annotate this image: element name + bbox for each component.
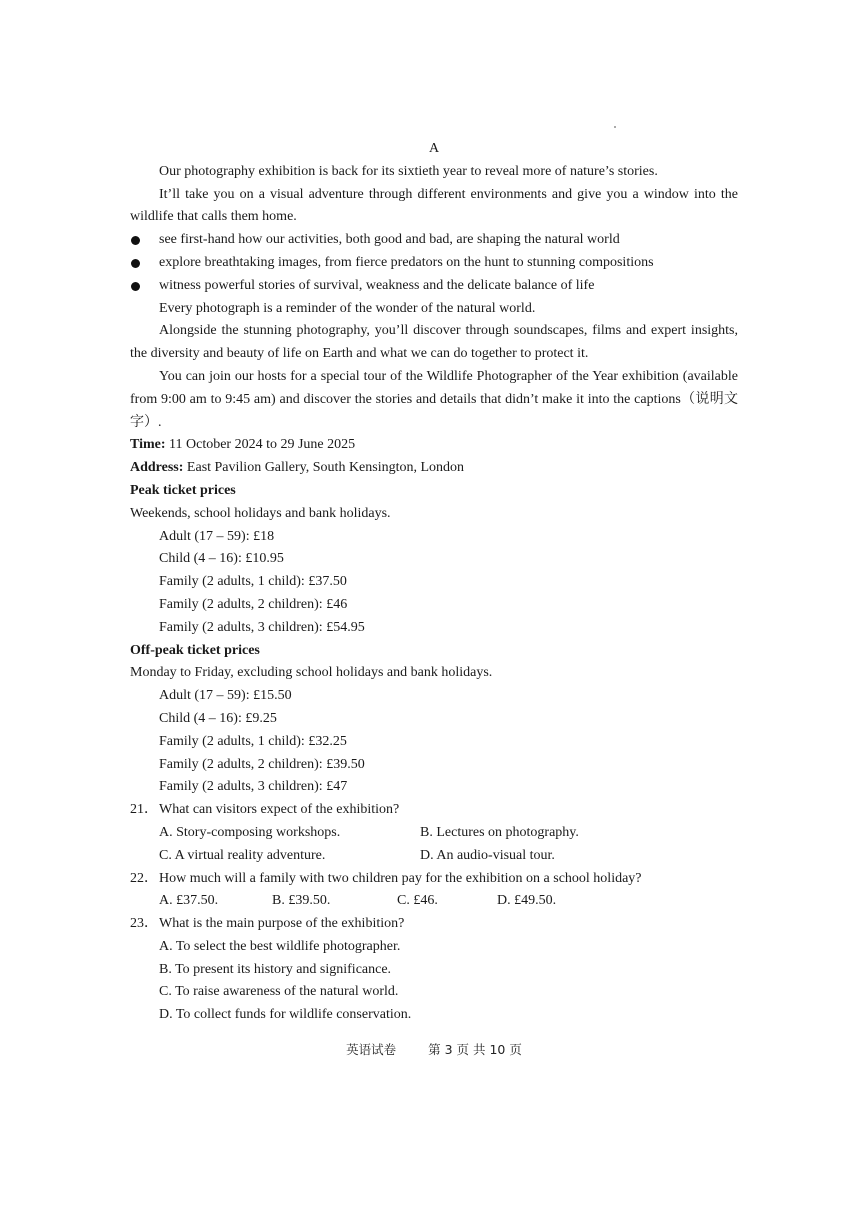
- page-footer: [0, 1040, 868, 1058]
- option-c: C. A virtual reality adventure.: [159, 847, 326, 863]
- question-stem: What can visitors expect of the exhibition?: [159, 802, 400, 818]
- question-stem: What is the main purpose of the exhibition?: [159, 916, 405, 932]
- peak-price-list: [130, 526, 738, 640]
- bullet-item: [130, 229, 738, 252]
- price-item: Child (4 – 16): £9.25: [159, 710, 277, 726]
- price-item: Family (2 adults, 3 children): £47: [159, 779, 348, 795]
- question-number: 21．: [130, 802, 158, 818]
- options-row: [130, 822, 738, 845]
- price-item: Family (2 adults, 1 child): £32.25: [159, 733, 347, 749]
- bullet-text: explore breathtaking images, from fierce predators on the hunt to stunning compositions: [159, 254, 654, 270]
- options-row: [130, 845, 738, 868]
- address-label: Address:: [130, 460, 184, 476]
- options-row: [130, 890, 738, 913]
- question-number: 23．: [130, 916, 158, 932]
- price-item: Adult (17 – 59): £18: [159, 528, 275, 544]
- passage-paragraph-2: It’ll take you on a visual adventure through different environments and give you a window into the wildlife that calls them home.: [130, 186, 738, 225]
- question-23: [130, 913, 738, 936]
- question-number: 22．: [130, 870, 158, 886]
- passage-paragraph-5: You can join our hosts for a special tour of the Wildlife Photographer of the Year exhibition (available from 9:00 am to 9:45 am) and discover the stories and details that didn’t make it into the captions（说明文字）.: [130, 368, 738, 430]
- question-stem: How much will a family with two children pay for the exhibition on a school holiday?: [159, 870, 642, 886]
- bullet-dot-icon: [131, 259, 140, 268]
- option-c: C. £46.: [397, 893, 438, 909]
- offpeak-note: Monday to Friday, excluding school holidays and bank holidays.: [130, 665, 493, 681]
- option-a: A. Story-composing workshops.: [159, 824, 341, 840]
- option-a: A. £37.50.: [159, 893, 219, 909]
- bullet-text: witness powerful stories of survival, weakness and the delicate balance of life: [159, 277, 595, 293]
- scan-speck: [614, 126, 616, 128]
- options-list: [130, 936, 738, 1027]
- question-21: [130, 799, 738, 822]
- option-b: B. To present its history and significance.: [159, 961, 392, 977]
- bullet-item: [130, 252, 738, 275]
- option-b: B. £39.50.: [272, 893, 331, 909]
- passage-paragraph-1: Our photography exhibition is back for its sixtieth year to reveal more of nature’s stories.: [159, 163, 658, 179]
- price-item: Family (2 adults, 3 children): £54.95: [159, 619, 365, 635]
- time-label: Time:: [130, 437, 166, 453]
- exam-page: [130, 138, 738, 1027]
- offpeak-price-list: [130, 685, 738, 799]
- footer-subject: 英语试卷: [346, 1042, 397, 1057]
- time-line: [130, 434, 738, 457]
- section-label: A: [428, 141, 440, 156]
- peak-heading: Peak ticket prices: [130, 482, 236, 498]
- bullet-text: see first-hand how our activities, both good and bad, are shaping the natural world: [159, 232, 620, 248]
- option-d: D. An audio-visual tour.: [420, 847, 555, 863]
- offpeak-heading: Off-peak ticket prices: [130, 642, 260, 658]
- passage-paragraph-4: Alongside the stunning photography, you’ll discover through soundscapes, films and expert insights, the diversity and beauty of life on Earth and what we can do together to protect it.: [130, 323, 738, 362]
- peak-note: Weekends, school holidays and bank holidays.: [130, 505, 391, 521]
- bullet-item: [130, 275, 738, 298]
- price-item: Family (2 adults, 1 child): £37.50: [159, 574, 347, 590]
- option-a: A. To select the best wildlife photographer.: [159, 938, 401, 954]
- bullet-dot-icon: [131, 236, 140, 245]
- option-c: C. To raise awareness of the natural world.: [159, 984, 399, 1000]
- option-b: B. Lectures on photography.: [420, 824, 579, 840]
- price-item: Family (2 adults, 2 children): £39.50: [159, 756, 365, 772]
- passage-paragraph-3: Every photograph is a reminder of the wonder of the natural world.: [159, 300, 536, 316]
- bullet-dot-icon: [131, 282, 140, 291]
- footer-page-number: 第 3 页 共 10 页: [428, 1042, 522, 1057]
- price-item: Child (4 – 16): £10.95: [159, 551, 284, 567]
- question-22: [130, 868, 738, 891]
- option-d: D. £49.50.: [497, 893, 557, 909]
- price-item: Adult (17 – 59): £15.50: [159, 688, 292, 704]
- time-value: 11 October 2024 to 29 June 2025: [165, 437, 356, 453]
- address-line: [130, 457, 738, 480]
- price-item: Family (2 adults, 2 children): £46: [159, 596, 348, 612]
- option-d: D. To collect funds for wildlife conservation.: [159, 1007, 412, 1023]
- address-value: East Pavilion Gallery, South Kensington, London: [183, 460, 465, 476]
